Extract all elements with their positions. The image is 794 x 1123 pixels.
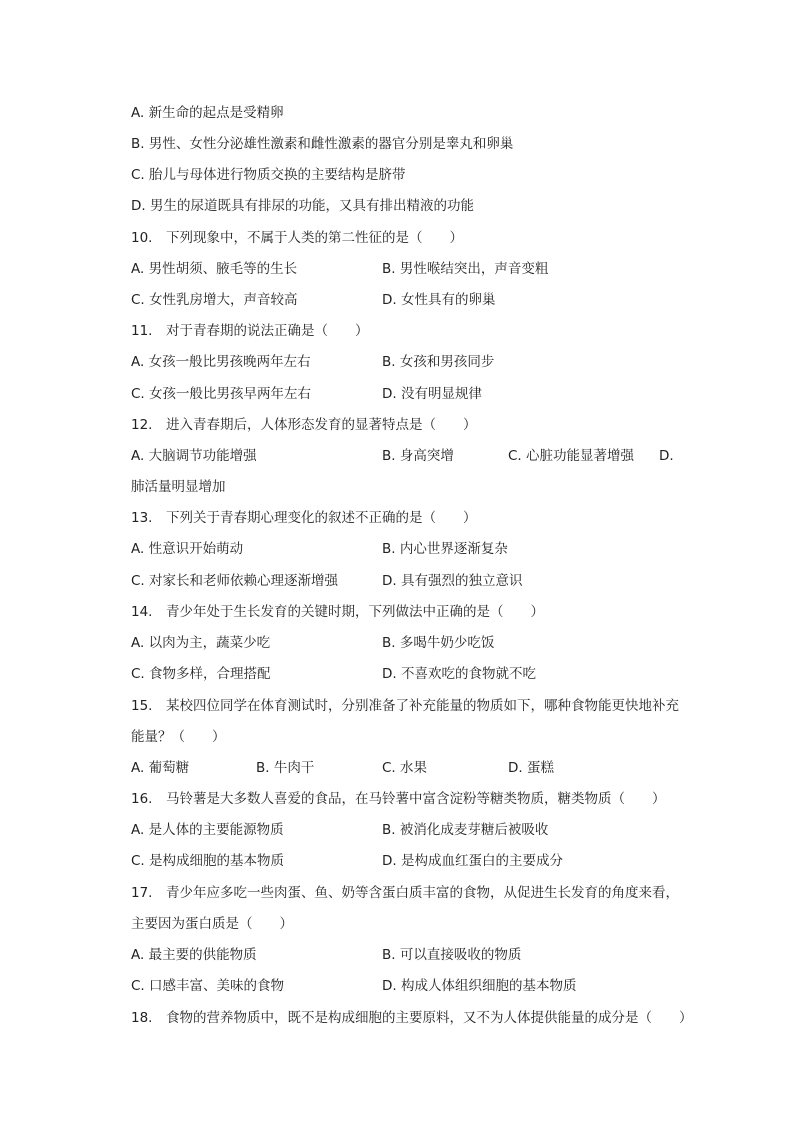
question-11-option-d: D. 没有明显规律 <box>382 386 482 402</box>
question-12-stem: 12. 进入青春期后，人体形态发育的显著特点是（ ） <box>131 417 477 433</box>
question-14-option-b: B. 多喝牛奶少吃饭 <box>382 635 495 651</box>
question-18-stem: 18. 食物的营养物质中，既不是构成细胞的主要原料，又不为人体提供能量的成分是（ ） <box>131 1010 693 1026</box>
question-16-stem: 16. 马铃薯是大多数人喜爱的食品，在马铃薯中富含淀粉等糖类物质，糖类物质（ ） <box>131 791 666 807</box>
question-16-option-c: C. 是构成细胞的基本物质 <box>131 853 285 869</box>
question-17-option-c: C. 口感丰富、美味的食物 <box>131 978 285 994</box>
question-15-stem-line2: 能量？（ ） <box>131 729 226 745</box>
question-12-option-b: B. 身高突增 <box>382 448 454 464</box>
question-13-stem: 13. 下列关于青春期心理变化的叙述不正确的是（ ） <box>131 510 477 526</box>
question-17-stem-line2: 主要因为蛋白质是（ ） <box>131 916 293 932</box>
question-15-stem-line1: 15. 某校四位同学在体育测试时，分别准备了补充能量的物质如下，哪种食物能更快地补充 <box>131 698 679 714</box>
question-14-option-a: A. 以肉为主，蔬菜少吃 <box>131 635 271 651</box>
question-11-stem: 11. 对于青春期的说法正确是（ ） <box>131 323 369 339</box>
prev-option-c: C. 胎儿与母体进行物质交换的主要结构是脐带 <box>131 167 406 183</box>
question-13-option-c: C. 对家长和老师依赖心理逐渐增强 <box>131 573 339 589</box>
question-10-option-a: A. 男性胡须、腋毛等的生长 <box>131 261 298 277</box>
question-10-option-b: B. 男性喉结突出，声音变粗 <box>382 261 549 277</box>
question-11-option-b: B. 女孩和男孩同步 <box>382 354 495 370</box>
question-16-option-d: D. 是构成血红蛋白的主要成分 <box>382 853 563 869</box>
question-15-option-d: D. 蛋糕 <box>508 760 554 776</box>
question-12-option-c: C. 心脏功能显著增强 <box>508 448 635 464</box>
question-10-option-c: C. 女性乳房增大，声音较高 <box>131 292 298 308</box>
question-10-stem: 10. 下列现象中，不属于人类的第二性征的是（ ） <box>131 230 463 246</box>
question-13-option-d: D. 具有强烈的独立意识 <box>382 573 523 589</box>
question-14-stem: 14. 青少年处于生长发育的关键时期，下列做法中正确的是（ ） <box>131 604 544 620</box>
question-15-option-a: A. 葡萄糖 <box>131 760 190 776</box>
question-17-stem-line1: 17. 青少年应多吃一些肉蛋、鱼、奶等含蛋白质丰富的食物，从促进生长发育的角度来看， <box>131 885 679 901</box>
question-17-option-d: D. 构成人体组织细胞的基本物质 <box>382 978 577 994</box>
prev-option-a: A. 新生命的起点是受精卵 <box>131 105 284 121</box>
question-12-option-a: A. 大脑调节功能增强 <box>131 448 257 464</box>
question-12-option-d-text: 肺活量明显增加 <box>131 479 226 495</box>
question-13-option-b: B. 内心世界逐渐复杂 <box>382 541 508 557</box>
question-16-option-b: B. 被消化成麦芽糖后被吸收 <box>382 822 549 838</box>
question-15-option-b: B. 牛肉干 <box>256 760 315 776</box>
question-14-option-c: C. 食物多样，合理搭配 <box>131 666 271 682</box>
prev-option-b: B. 男性、女性分泌雄性激素和雌性激素的器官分别是睾丸和卵巢 <box>131 136 514 152</box>
question-16-option-a: A. 是人体的主要能源物质 <box>131 822 284 838</box>
question-10-option-d: D. 女性具有的卵巢 <box>382 292 496 308</box>
question-17-option-a: A. 最主要的供能物质 <box>131 947 257 963</box>
question-15-option-c: C. 水果 <box>382 760 428 776</box>
question-17-option-b: B. 可以直接吸收的物质 <box>382 947 522 963</box>
question-13-option-a: A. 性意识开始萌动 <box>131 541 244 557</box>
question-11-option-a: A. 女孩一般比男孩晚两年左右 <box>131 354 311 370</box>
question-12-option-d-letter: D. <box>659 448 674 464</box>
question-11-option-c: C. 女孩一般比男孩早两年左右 <box>131 386 312 402</box>
question-14-option-d: D. 不喜欢吃的食物就不吃 <box>382 666 536 682</box>
prev-option-d: D. 男生的尿道既具有排尿的功能，又具有排出精液的功能 <box>131 198 474 214</box>
